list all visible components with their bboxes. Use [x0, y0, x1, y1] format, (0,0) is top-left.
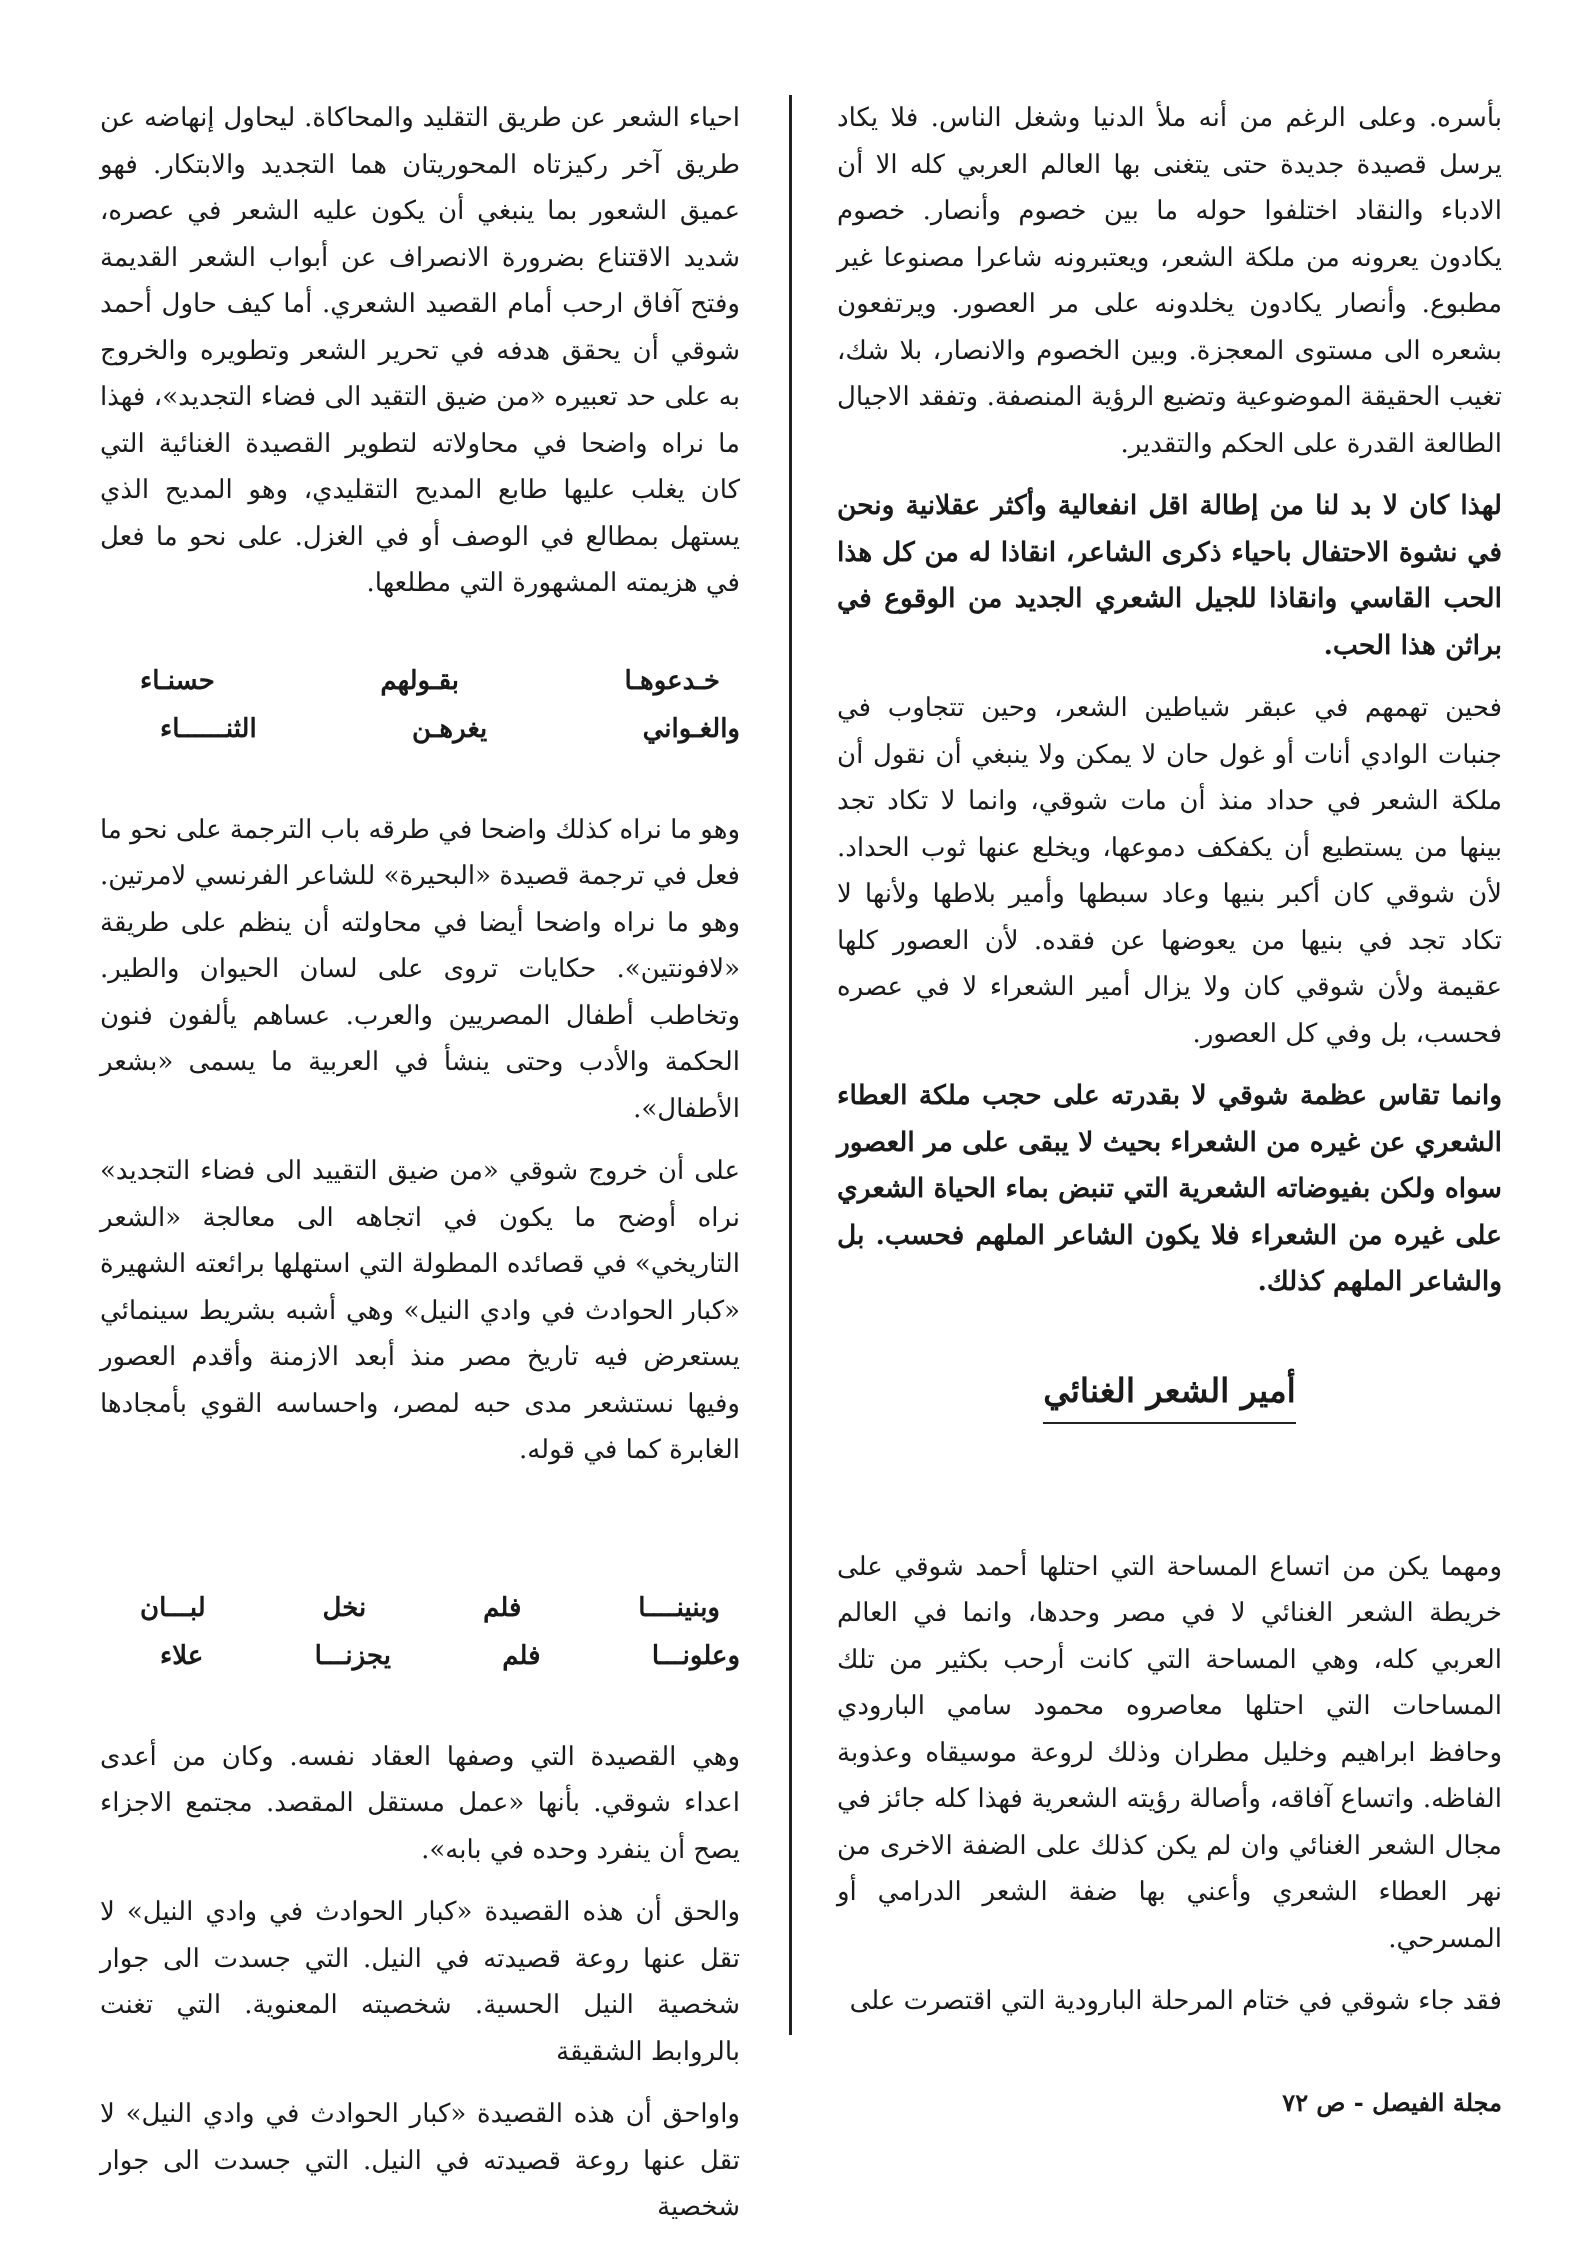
verse-word: فلم — [502, 1640, 541, 1671]
page-footer: مجلة الفيصل - ص ٧٢ — [1282, 2088, 1502, 2117]
column-divider — [789, 95, 792, 2035]
verse-hemistich — [100, 657, 740, 705]
paragraph: على أن خروج شوقي «من ضيق التقييد الى فضاء التجديد» نراه أوضح ما يكون في اتجاهه الى معالجة «الشعر التاريخي» في قصائده المطولة التي استهلها برائعته الشهيرة «كبار الحوادث في وادي النيل» وهي أشبه بشريط سينمائي يستعرض فيه تاريخ مصر منذ أبعد الازمنة وأقدم العصور وفيها نستشعر مدى حبه لمصر، واحساسه القوي بأمجادها الغابرة كما في قوله. — [100, 1156, 740, 1465]
bold-paragraph: لهذا كان لا بد لنا من إطالة اقل انفعالية وأكثر عقلانية ونحن في نشوة الاحتفال باحياء ذكرى الشاعر، انقاذا له من كل هذا الحب القاسي وانقاذا للجيل الشعري الجديد من الوقوع في براثن هذا الحب. — [837, 490, 1502, 661]
poem-verse — [100, 657, 740, 753]
left-column — [100, 95, 740, 2247]
verse-word: يجزنـــا — [314, 1640, 391, 1671]
poem-verse — [100, 1584, 740, 1680]
verse-hemistich — [100, 705, 740, 753]
paragraph: فقد جاء شوقي في ختام المرحلة البارودية التي اقتصرت على — [849, 1986, 1502, 2016]
paragraph: ومهما يكن من اتساع المساحة التي احتلها أحمد شوقي على خريطة الشعر الغنائي لا في مصر وحدها، وانما في العالم العربي كله، وهي المساحة التي كانت أرحب بكثير من تلك المساحات التي احتلها معاصروه محمود سامي البارودي وحافظ ابراهيم وخليل مطران وذلك لروعة موسيقاه وعذوبة الفاظه. واتساع آفاقه، وأصالة رؤيته الشعرية فهذا كله جائز في مجال الشعر الغنائي وان لم يكن كذلك على الضفة الاخرى من نهر العطاء الشعري وأعني بها ضفة الشعر الدرامي أو المسرحي. — [837, 1551, 1502, 1954]
paragraph: والحق أن هذه القصيدة «كبار الحوادث في وادي النيل» لا تقل عنها روعة قصيدته في النيل. التي جسدت الى جوار شخصية النيل الحسية. شخصيته المعنوية. التي تغنت بالروابط الشقيقة — [100, 1897, 740, 2067]
right-column — [837, 95, 1502, 2041]
paragraph: فحين تهمهم في عبقر شياطين الشعر، وحين تتجاوب في جنبات الوادي أنات أو غول حان لا يمكن ولا ينبغي أن نقول أن ملكة الشعر في حداد منذ أن مات شوقي، وانما لا تكاد تجد بينها من يستطيع أن يكفكف دموعها، ويخلع عنها ثوب الحداد. لأن شوقي كان أكبر بنيها وعاد سبطها وأمير بلاطها ولأنها لا تكاد تجد في بنيها من يعوضها عن فقده. لأن العصور كلها عقيمة ولأن شوقي كان ولا يزال أمير الشعراء لا في عصره فحسب، بل وفي كل العصور. — [837, 693, 1502, 1049]
verse-word: الثنــــــاء — [160, 713, 257, 744]
verse-word: فلم — [483, 1592, 522, 1623]
verse-word: علاء — [160, 1640, 204, 1671]
verse-word: يغرهـن — [412, 713, 488, 744]
verse-word: وعلونـــا — [651, 1640, 740, 1671]
section-heading: أمير الشعر الغنائي — [1043, 1366, 1296, 1424]
paragraph: وهي القصيدة التي وصفها العقاد نفسه. وكان من أعدى اعداء شوقي. بأنها «عمل مستقل المقصد. مجتمع الاجزاء يصح أن ينفرد وحده في بابه». — [100, 1741, 740, 1865]
paragraph: احياء الشعر عن طريق التقليد والمحاكاة. ليحاول إنهاضه عن طريق آخر ركيزتاه المحوريتان هما التجديد والابتكار. فهو عميق الشعور بما ينبغي أن يكون عليه الشعر في عصره، شديد الاقتناع بضرورة الانصراف عن أبواب الشعر القديمة وفتح آفاق ارحب أمام القصيد الشعري. أما كيف حاول أحمد شوقي أن يحقق هدفه في تحرير الشعر وتطويره والخروج به على حد تعبيره «من ضيق التقيد الى فضاء التجديد»، فهذا ما نراه واضحا في محاولاته لتطوير القصيدة الغنائية التي كان يغلب عليها طابع المديح التقليدي، وهو المديح الذي يستهل بمطالع في الوصف أو في الغزل. على نحو ما فعل في هزيمته المشهورة التي مطلعها. — [100, 103, 740, 598]
paragraph: واواحق أن هذه القصيدة «كبار الحوادث في وادي النيل» لا تقل عنها روعة قصيدته في النيل. التي جسدت الى جوار شخصية — [100, 2099, 740, 2222]
verse-hemistich — [100, 1632, 740, 1680]
bold-paragraph: وانما تقاس عظمة شوقي لا بقدرته على حجب ملكة العطاء الشعري عن غيره من الشعراء بحيث لا يبقى على مر العصور سواه ولكن بفيوضاته الشعرية التي تنبض بماء الحياة الشعري على غيره من الشعراء فلا يكون الشاعر الملهم فحسب. بل والشاعر الملهم كذلك. — [837, 1080, 1502, 1297]
verse-word: وبنينــــا — [638, 1592, 720, 1623]
verse-word: بقـولهم — [380, 665, 459, 696]
paragraph: وهو ما نراه كذلك واضحا في طرقه باب الترجمة على نحو ما فعل في ترجمة قصيدة «البحيرة» للشاعر الفرنسي لامرتين. وهو ما نراه واضحا أيضا في محاولته أن ينظم على طريقة «لافونتين». حكايات تروى على لسان الحيوان والطير. وتخاطب أطفال المصريين والعرب. عساهم يألفون فنون الحكمة والأدب وحتى ينشأ في العربية ما يسمى «بشعر الأطفال». — [100, 814, 740, 1124]
verse-hemistich — [100, 1584, 740, 1632]
section-heading-wrap — [837, 1366, 1502, 1424]
verse-word: والغـواني — [642, 713, 740, 744]
verse-word: خـدعوهـا — [624, 665, 720, 696]
paragraph: بأسره. وعلى الرغم من أنه ملأ الدنيا وشغل الناس. فلا يكاد يرسل قصيدة جديدة حتى يتغنى بها العالم العربي كله الا أن الادباء والنقاد اختلفوا حوله ما بين خصوم وأنصار. خصوم يكادون يعرونه من ملكة الشعر، ويعتبرونه شاعرا مصنوعا غير مطبوع. وأنصار يكادون يخلدونه على مر العصور. ويرتفعون بشعره الى مستوى المعجزة. وبين الخصوم والانصار، بلا شك، تغيب الحقيقة الموضوعية وتضيع الرؤية المنصفة. وتفقد الاجيال الطالعة القدرة على الحكم والتقدير. — [837, 103, 1502, 459]
verse-word: لبـــان — [140, 1592, 206, 1623]
verse-word: حسنـاء — [140, 665, 215, 696]
verse-word: نخل — [322, 1592, 367, 1623]
